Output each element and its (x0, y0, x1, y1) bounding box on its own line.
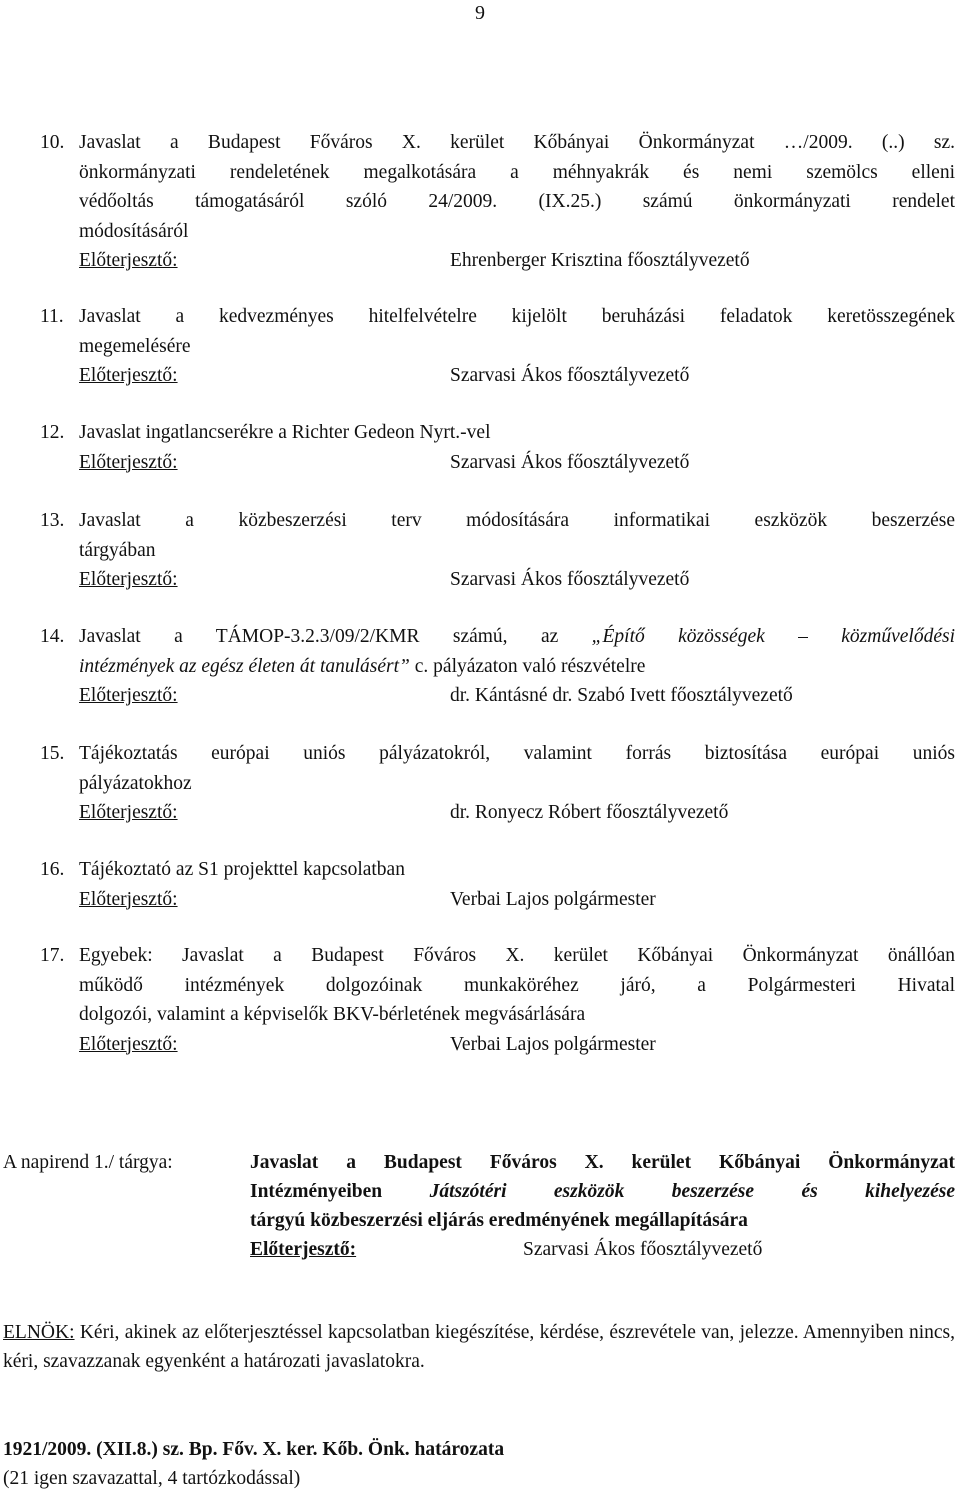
item-number: 12. (40, 422, 65, 443)
agenda-presenter-row (250, 1235, 955, 1264)
presenter-row (79, 885, 955, 915)
presenter-label: Előterjesztő: (79, 569, 178, 590)
presenter-label: Előterjesztő: (79, 888, 178, 910)
agenda-item-10 (40, 128, 955, 276)
resolution-title: 1921/2009. (XII.8.) sz. Bp. Főv. X. ker. Kőb. Önk. határozata (3, 1439, 505, 1460)
presenter-label: Előterjesztő: (79, 250, 178, 271)
item-number: 14. (40, 626, 65, 647)
item-text-line: Tájékoztatás európai uniós pályázatokról, valamint forrás biztosítása európai uniós (79, 743, 955, 764)
presenter-name: dr. Ronyecz Róbert főosztályvezető (450, 802, 729, 823)
presenter-label: Előterjesztő: (79, 451, 178, 473)
agenda-subject-italic: Játszótéri eszközök beszerzése és kihelyezése (429, 1181, 955, 1202)
agenda-item-14 (40, 622, 955, 711)
presenter-label: Előterjesztő: (79, 1033, 178, 1055)
item-text-line: Tájékoztató az S1 projekttel kapcsolatban (79, 859, 405, 880)
item-number: 17. (40, 945, 65, 966)
item-text-line: működő intézmények dolgozóinak munkaköréhez járó, a Polgármesteri Hivatal (79, 974, 955, 996)
item-text-line: Javaslat a közbeszerzési terv módosítására informatikai eszközök beszerzése (79, 510, 955, 531)
presenter-row (79, 1030, 955, 1060)
agenda-subject-line (250, 1177, 955, 1206)
presenter-name: Szarvasi Ákos főosztályvezető (450, 451, 690, 473)
agenda-subject-line: Javaslat a Budapest Főváros X. kerület Kőbányai Önkormányzat (250, 1152, 955, 1173)
resolution-votes: (21 igen szavazattal, 4 tartózkodással) (3, 1468, 301, 1489)
agenda-item-16 (40, 855, 955, 914)
item-text-line: módosításáról (79, 220, 189, 242)
presenter-row (79, 361, 955, 391)
resolution (3, 1435, 955, 1493)
item-number: 15. (40, 743, 65, 764)
agenda-item-11 (40, 302, 955, 391)
item-text-line: dolgozói, valamint a képviselők BKV-bérletének megvásárlására (79, 1004, 586, 1025)
chair-statement (3, 1318, 955, 1376)
project-title: „Építő közösségek – közművelődési (591, 626, 955, 647)
item-text-line: pályázatokhoz (79, 772, 192, 794)
item-text-line (79, 622, 955, 652)
presenter-name: Szarvasi Ákos főosztályvezető (450, 365, 690, 386)
item-text-line (79, 652, 955, 682)
item-number: 10. (40, 132, 65, 153)
presenter-row (79, 448, 955, 478)
agenda-item-12 (40, 418, 955, 477)
agenda-presenter-label: Előterjesztő: (250, 1239, 357, 1260)
item-text-line: Egyebek: Javaslat a Budapest Főváros X. kerület Kőbányai Önkormányzat önállóan (79, 945, 955, 966)
agenda-item-15 (40, 739, 955, 828)
item-text: Javaslat a TÁMOP-3.2.3/09/2/KMR számú, az (79, 626, 592, 647)
item-text-line: tárgyában (79, 539, 156, 561)
item-text-line: Javaslat ingatlancserékre a Richter Gedeon Nyrt.-vel (79, 422, 491, 443)
item-number: 16. (40, 859, 65, 880)
agenda-item-17 (40, 941, 955, 1059)
presenter-name: Szarvasi Ákos főosztályvezető (450, 569, 690, 590)
presenter-name: Ehrenberger Krisztina főosztályvezető (450, 250, 750, 271)
item-text-line: védőoltás támogatásáról szóló 24/2009. (IX.25.) számú önkormányzati rendelet (79, 191, 955, 212)
presenter-row (79, 798, 955, 828)
page-number: 9 (475, 2, 485, 24)
item-number: 11. (40, 306, 64, 327)
presenter-row (79, 681, 955, 711)
agenda-subject-line: tárgyú közbeszerzési eljárás eredményének megállapítására (250, 1210, 748, 1231)
presenter-row (79, 565, 955, 595)
agenda-subject (3, 1148, 955, 1264)
presenter-name: dr. Kántásné dr. Szabó Ivett főosztályvezető (450, 685, 793, 706)
item-text-line: Javaslat a Budapest Főváros X. kerület Kőbányai Önkormányzat …/2009. (..) sz. (79, 132, 955, 153)
chair-text: Kéri, akinek az előterjesztéssel kapcsolatban kiegészítése, kérdése, észrevétele van, jelezze. Amennyiben nincs, kéri, szavazzanak egyenként a határozati javaslatokra. (3, 1322, 955, 1372)
item-text-line: önkormányzati rendeletének megalkotására a méhnyakrák és nemi szemölcs elleni (79, 161, 955, 183)
agenda-subject-label: A napirend 1./ tárgya: (3, 1152, 173, 1173)
presenter-row (79, 246, 955, 276)
item-text-line: Javaslat a kedvezményes hitelfelvételre kijelölt beruházási feladatok keretösszegének (79, 306, 955, 327)
agenda-subject-text: Intézményeiben (250, 1181, 430, 1202)
item-text-line: megemelésére (79, 335, 191, 357)
item-number: 13. (40, 510, 65, 531)
agenda-item-13 (40, 506, 955, 595)
project-title: intézmények az egész életen át tanulásért” (79, 655, 410, 677)
presenter-label: Előterjesztő: (79, 802, 178, 823)
chair-label: ELNÖK: (3, 1322, 75, 1343)
presenter-name: Verbai Lajos polgármester (450, 888, 656, 910)
item-text: c. pályázaton való részvételre (409, 655, 646, 677)
presenter-label: Előterjesztő: (79, 685, 178, 706)
agenda-presenter-name: Szarvasi Ákos főosztályvezető (523, 1239, 763, 1260)
presenter-label: Előterjesztő: (79, 365, 178, 386)
presenter-name: Verbai Lajos polgármester (450, 1033, 656, 1055)
